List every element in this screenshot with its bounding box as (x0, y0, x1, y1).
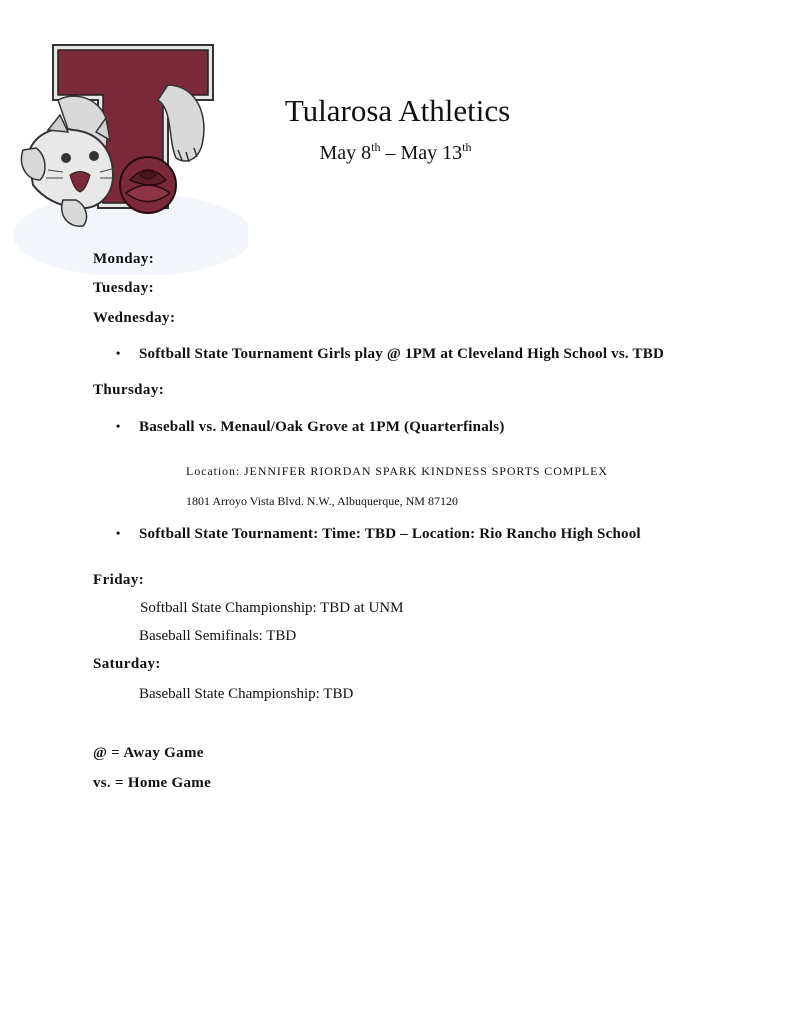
event-text: Softball State Championship: TBD at UNM (140, 600, 404, 616)
location-line: Location: JENNIFER RIORDAN SPARK KINDNESS SPORTS COMPLEX (186, 464, 608, 478)
event-text: Baseball State Championship: TBD (139, 686, 354, 702)
list-item (116, 419, 505, 436)
event-text: Softball State Tournament: Time: TBD – Location: Rio Rancho High School (139, 526, 641, 542)
event-text: Baseball Semifinals: TBD (139, 628, 297, 644)
day-label-wednesday: Wednesday: (93, 310, 176, 326)
event-text: Softball State Tournament Girls play @ 1PM at Cleveland High School vs. TBD (139, 346, 664, 362)
day-label-thursday: Thursday: (93, 382, 165, 398)
event-text: Baseball vs. Menaul/Oak Grove at 1PM (Quarterfinals) (139, 419, 505, 435)
day-label-monday: Monday: (93, 251, 155, 267)
legend-away: @ = Away Game (93, 745, 204, 761)
list-item (116, 346, 664, 363)
page-title: Tularosa Athletics (284, 93, 511, 128)
bullet-icon: • (116, 526, 121, 540)
list-item (116, 526, 641, 543)
day-label-saturday: Saturday: (93, 656, 161, 672)
bullet-icon: • (116, 346, 121, 360)
address-line: 1801 Arroyo Vista Blvd. N.W., Albuquerque, NM 87120 (186, 494, 458, 508)
bullet-icon: • (116, 419, 121, 433)
legend-home: vs. = Home Game (93, 775, 212, 791)
day-label-friday: Friday: (93, 572, 145, 588)
day-label-tuesday: Tuesday: (93, 280, 155, 296)
date-range: May 8th – May 13th (319, 140, 472, 164)
